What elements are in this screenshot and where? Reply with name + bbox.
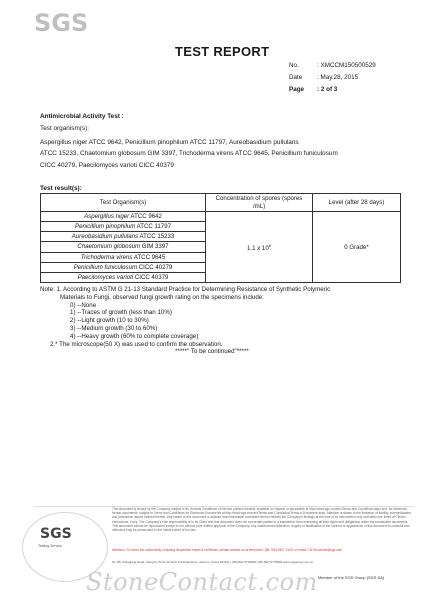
results-table bbox=[40, 193, 401, 283]
rating-item: 1) --Traces of growth (less than 10%) bbox=[70, 309, 172, 317]
organisms-list bbox=[40, 137, 400, 171]
meta-page: Page : 2 of 3 bbox=[289, 86, 338, 94]
watermark: StoneContact.com bbox=[86, 568, 318, 596]
rating-item: 0) --None bbox=[70, 301, 97, 309]
meta-date: Date : May.28, 2015 bbox=[289, 74, 359, 82]
col-level-header: Level (after 28 days) bbox=[313, 194, 401, 212]
section-title: Antimicrobial Activity Test : bbox=[40, 113, 124, 120]
notes-block bbox=[40, 286, 400, 356]
continued-marker: *****" To be continued"***** bbox=[175, 348, 249, 356]
organism-cell: Aspergillus niger ATCC 9642 bbox=[41, 212, 206, 222]
organism-cell: Paecilomyces varioti CICC 40379 bbox=[41, 272, 206, 282]
footer-authenticity-notice: Attention: To check the authenticity of testing /inspection report & certificate, please contact us at telephone: (86-755) 8307 1443, or email: CN.Doccheck@sgs.com bbox=[112, 548, 343, 552]
col-organism-header: Test Organism(s) bbox=[41, 194, 206, 212]
table-row bbox=[41, 212, 401, 222]
footer-address: 3F, 1B, Xiangliang Road, Xiang'An Torch Hi-Tech Industrial Zone, Xiamen, China 361101 t (86-592) 5778998 f (86-592) 5778999 www.sgsgroup.com.cn bbox=[112, 560, 314, 564]
footer-disclaimer: This document is issued by the Company subject to its General Conditions of Service printed overleaf, available on request or accessible at http://www.sgs.com/en/Terms-and-Conditions.aspx and, for electronic format documents, subject to Terms and Conditions for Electronic Documents at http://www.sgs.com/en/Terms-and-Conditions/Terms-e-Document.aspx. Attention is drawn to the limitation of liability, indemnification and jurisdiction issues defined therein. Any holder of this document is advised that information contained hereon reflects the Company's findings at the time of its intervention only and within the limits of Client's instructions, if any. The Company's sole responsibility is to its Client and this document does not exonerate parties to a transaction from exercising all their rights and obligations under the transaction documents. This document cannot be reproduced except in full, without prior written approval of the Company. Any unauthorized alteration, forgery or falsification of the content or appearance of this document is unlawful and offenders may be prosecuted to the fullest extent of the law. bbox=[112, 507, 412, 533]
report-meta bbox=[289, 60, 376, 97]
organism-cell: Penicillium pinophilum ATCC 11797 bbox=[41, 222, 206, 232]
organisms-line: Aspergillus niger ATCC 9642, Penicillium pinophilum ATCC 11797, Aureobasidium pullulans bbox=[40, 139, 299, 146]
sgs-logo: SGS bbox=[34, 9, 89, 37]
rating-item: 3) --Medium growth (30 to 60%) bbox=[70, 324, 158, 332]
organism-cell: Aureobasidium pullulans ATCC 15233 bbox=[41, 232, 206, 242]
note-line: Materials to Fungi, observed fungi growth rating on the specimens include: bbox=[60, 293, 264, 301]
report-title: TEST REPORT bbox=[175, 44, 270, 59]
organisms-heading: Test organism(s): bbox=[40, 125, 90, 132]
results-label: Test result(s): bbox=[40, 185, 82, 192]
meta-no: No. : XMCCM150500529 bbox=[289, 62, 376, 69]
concentration-cell: 1.1 x $10^6$ bbox=[206, 212, 313, 283]
organism-cell: Trichoderma virens ATCC 9645 bbox=[41, 252, 206, 262]
organism-cell: Penicillium funiculosum CICC 40279 bbox=[41, 262, 206, 272]
organisms-line: CICC 40279, Paecilomyces varioti CICC 40379 bbox=[40, 161, 174, 169]
stamp-sgs-logo: SGS bbox=[40, 526, 72, 542]
rating-item: 4) --Heavy growth (60% to complete coverage) bbox=[70, 332, 199, 340]
col-concentration-header: Concentration of spores (spores /mL) bbox=[206, 194, 313, 212]
footer-member: Member of the SGS Group (SGS SA) bbox=[318, 575, 385, 580]
organisms-line: ATCC 15233, Chaetomium globosum GIM 3397, Trichoderma virens ATCC 9645, Penicillium funiculosum bbox=[40, 150, 338, 158]
level-cell: 0 Grade* bbox=[313, 212, 401, 283]
note-line: 2.* The microscope(50 X) was used to confirm the observation. bbox=[50, 340, 223, 348]
note-line: Note: 1. According to ASTM G 21-13 Standard Practice for Determining Resistance of Synthetic Polymeric bbox=[40, 286, 331, 293]
organism-cell: Chaetomium globosum GIM 3397 bbox=[41, 242, 206, 252]
table-header-row bbox=[41, 194, 401, 212]
rating-item: 2) --Light growth (10 to 30%) bbox=[70, 317, 149, 325]
stamp-subtitle: Testing Service bbox=[38, 544, 62, 548]
